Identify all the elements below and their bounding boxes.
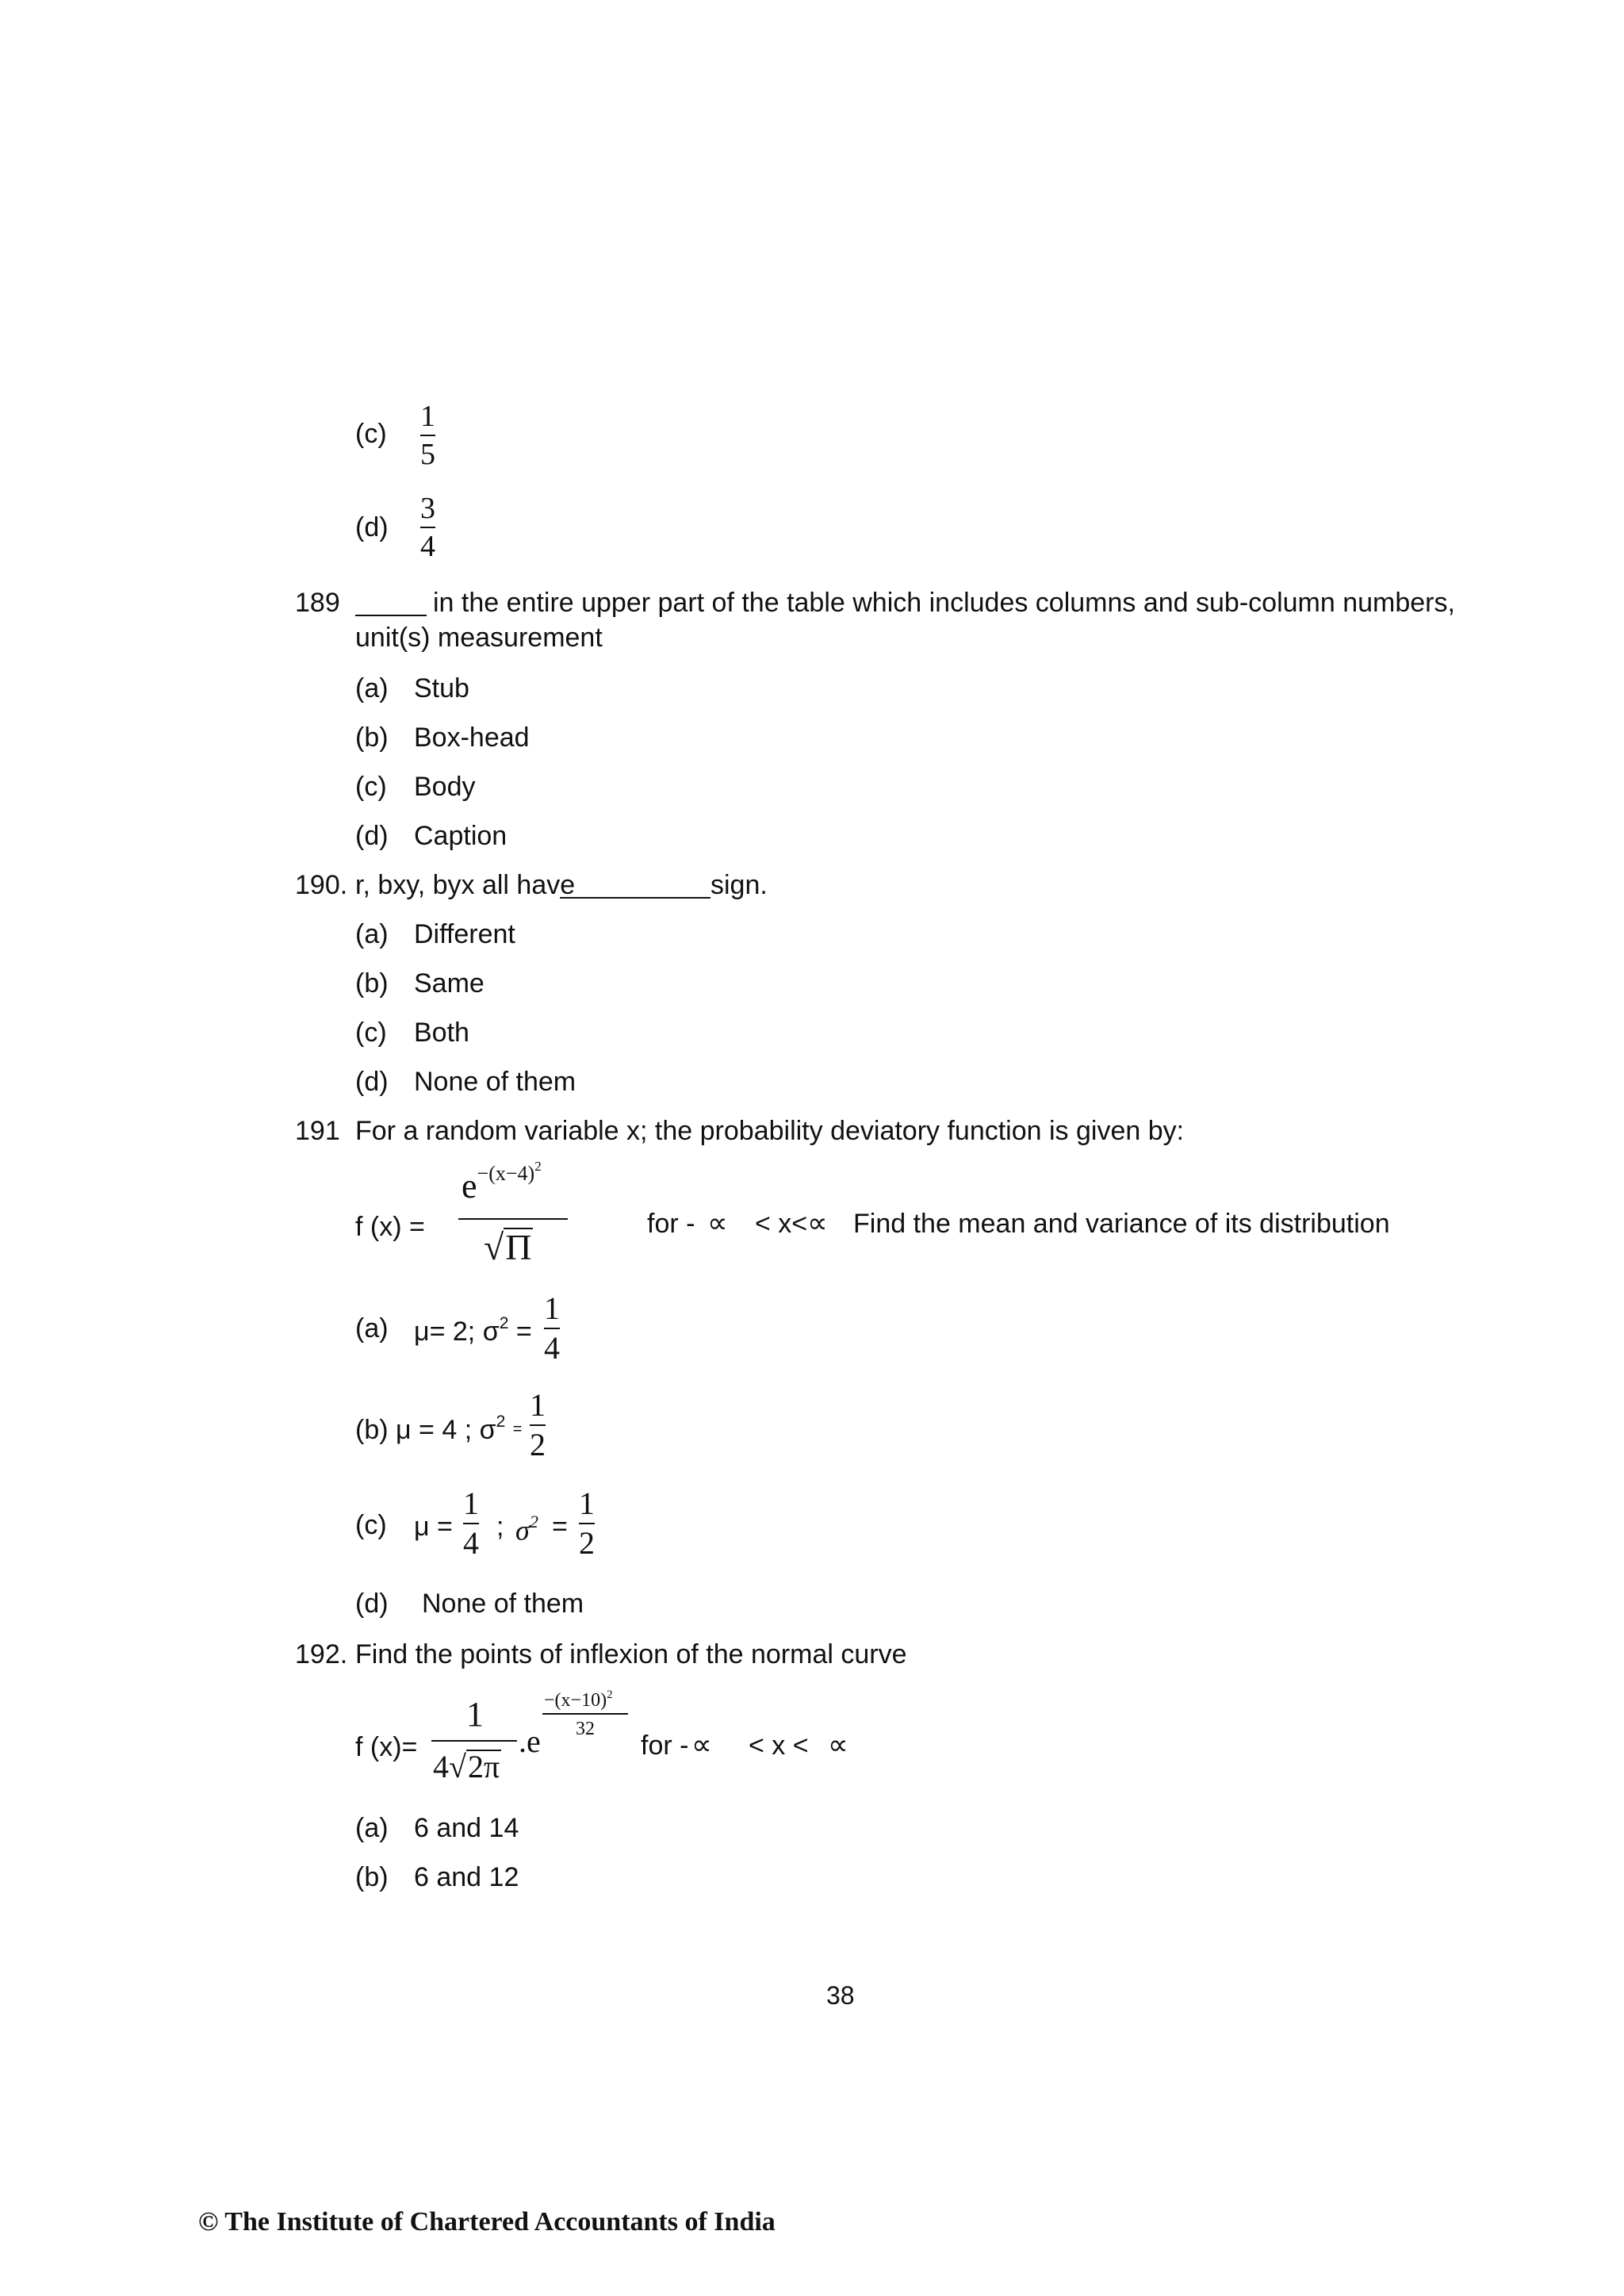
fraction-denominator: 4 xyxy=(420,530,435,563)
exponent-numerator: $-(x-10)^2$ xyxy=(544,1688,613,1711)
question-190-number: 190. xyxy=(295,870,348,900)
option-c-fraction-mu: 1 4 xyxy=(463,1485,479,1561)
question-190-text-before: r, bxy, byx all have xyxy=(355,870,576,900)
range-text: < x < xyxy=(749,1731,809,1761)
option-c-label: (c) xyxy=(355,419,387,449)
function-label: f (x) = xyxy=(355,1212,425,1242)
separator: ; xyxy=(496,1512,504,1542)
option-label: (c) xyxy=(355,1018,387,1048)
option-label: (d) xyxy=(355,821,389,851)
equals-sign: = xyxy=(552,1512,568,1542)
question-191-number: 191 xyxy=(295,1116,340,1146)
range-text: < x< xyxy=(755,1209,808,1239)
fraction-bar xyxy=(542,1713,628,1715)
question-189-text-line2: unit(s) measurement xyxy=(355,623,603,653)
option-c-fraction-sigma: 1 2 xyxy=(579,1485,595,1561)
option-c-fraction xyxy=(420,401,435,470)
pdf-denominator: √Π xyxy=(484,1227,532,1267)
option-d-fraction xyxy=(420,493,435,562)
footer-copyright: © The Institute of Chartered Accountants of India xyxy=(198,2207,776,2237)
normal-denominator: 4√2π xyxy=(433,1749,500,1784)
option-text: Stub xyxy=(414,673,469,703)
function-label: f (x)= xyxy=(355,1732,418,1762)
option-label: (c) xyxy=(355,772,387,802)
question-191-text: For a random variable x; the probability deviatory function is given by: xyxy=(355,1116,1185,1146)
fraction-numerator: 3 xyxy=(420,492,435,525)
question-189-text: in the entire upper part of the table which includes columns and sub-column numbers, xyxy=(433,588,1455,618)
infinity-symbol: ∝ xyxy=(807,1207,828,1239)
question-192-text: Find the points of inflexion of the normal curve xyxy=(355,1639,907,1669)
infinity-symbol: ∝ xyxy=(707,1207,728,1239)
range-text: Find the mean and variance of its distribution xyxy=(853,1209,1390,1239)
sigma-symbol: $\sigma^2$ xyxy=(515,1512,538,1547)
option-text: None of them xyxy=(422,1589,584,1619)
question-189-blank xyxy=(355,589,427,621)
option-text: Same xyxy=(414,968,485,999)
normal-numerator: 1 xyxy=(466,1695,484,1734)
option-text: Box-head xyxy=(414,723,530,753)
fraction-bar xyxy=(458,1218,568,1220)
option-text: (b) μ = 4 ; $\sigma^2$ = xyxy=(355,1412,523,1445)
infinity-symbol: ∝ xyxy=(691,1729,712,1761)
question-190-text-after: sign. xyxy=(710,870,768,900)
option-text: None of them xyxy=(414,1067,576,1097)
option-label: (b) xyxy=(355,723,389,753)
option-text: Body xyxy=(414,772,476,802)
option-label: (b) xyxy=(355,1862,389,1892)
range-text: for - xyxy=(647,1209,695,1239)
range-text: for - xyxy=(641,1731,689,1761)
page-number: 38 xyxy=(826,1981,855,2010)
option-text: 6 and 14 xyxy=(414,1813,519,1843)
option-label: (a) xyxy=(355,1313,389,1343)
option-a-fraction: 1 4 xyxy=(544,1290,560,1366)
option-label: (a) xyxy=(355,919,389,949)
question-190-blank xyxy=(560,872,710,903)
fraction-numerator: 1 xyxy=(420,400,435,433)
exponential-base: .e xyxy=(519,1723,541,1759)
option-label: (d) xyxy=(355,1067,389,1097)
option-label: (c) xyxy=(355,1510,387,1540)
option-label: (d) xyxy=(355,1589,389,1619)
option-text: Both xyxy=(414,1018,469,1048)
option-text: μ = xyxy=(414,1512,453,1542)
question-192-number: 192. xyxy=(295,1639,348,1669)
option-label: (b) xyxy=(355,968,389,999)
option-label: (a) xyxy=(355,1813,389,1843)
option-text: 6 and 12 xyxy=(414,1862,519,1892)
option-text: Caption xyxy=(414,821,508,851)
fraction-denominator: 5 xyxy=(420,438,435,471)
option-b-fraction: 1 2 xyxy=(530,1387,546,1462)
option-d-label: (d) xyxy=(355,512,389,542)
fraction-bar xyxy=(431,1740,517,1742)
infinity-symbol: ∝ xyxy=(828,1729,848,1761)
option-text: μ= 2; $\sigma^2$ = xyxy=(414,1314,532,1347)
question-189-number: 189 xyxy=(295,588,340,618)
exponent-denominator: 32 xyxy=(576,1719,595,1739)
pdf-numerator: $e^{-(x-4)^2}$ xyxy=(462,1159,542,1205)
option-label: (a) xyxy=(355,673,389,703)
option-text: Different xyxy=(414,919,515,949)
